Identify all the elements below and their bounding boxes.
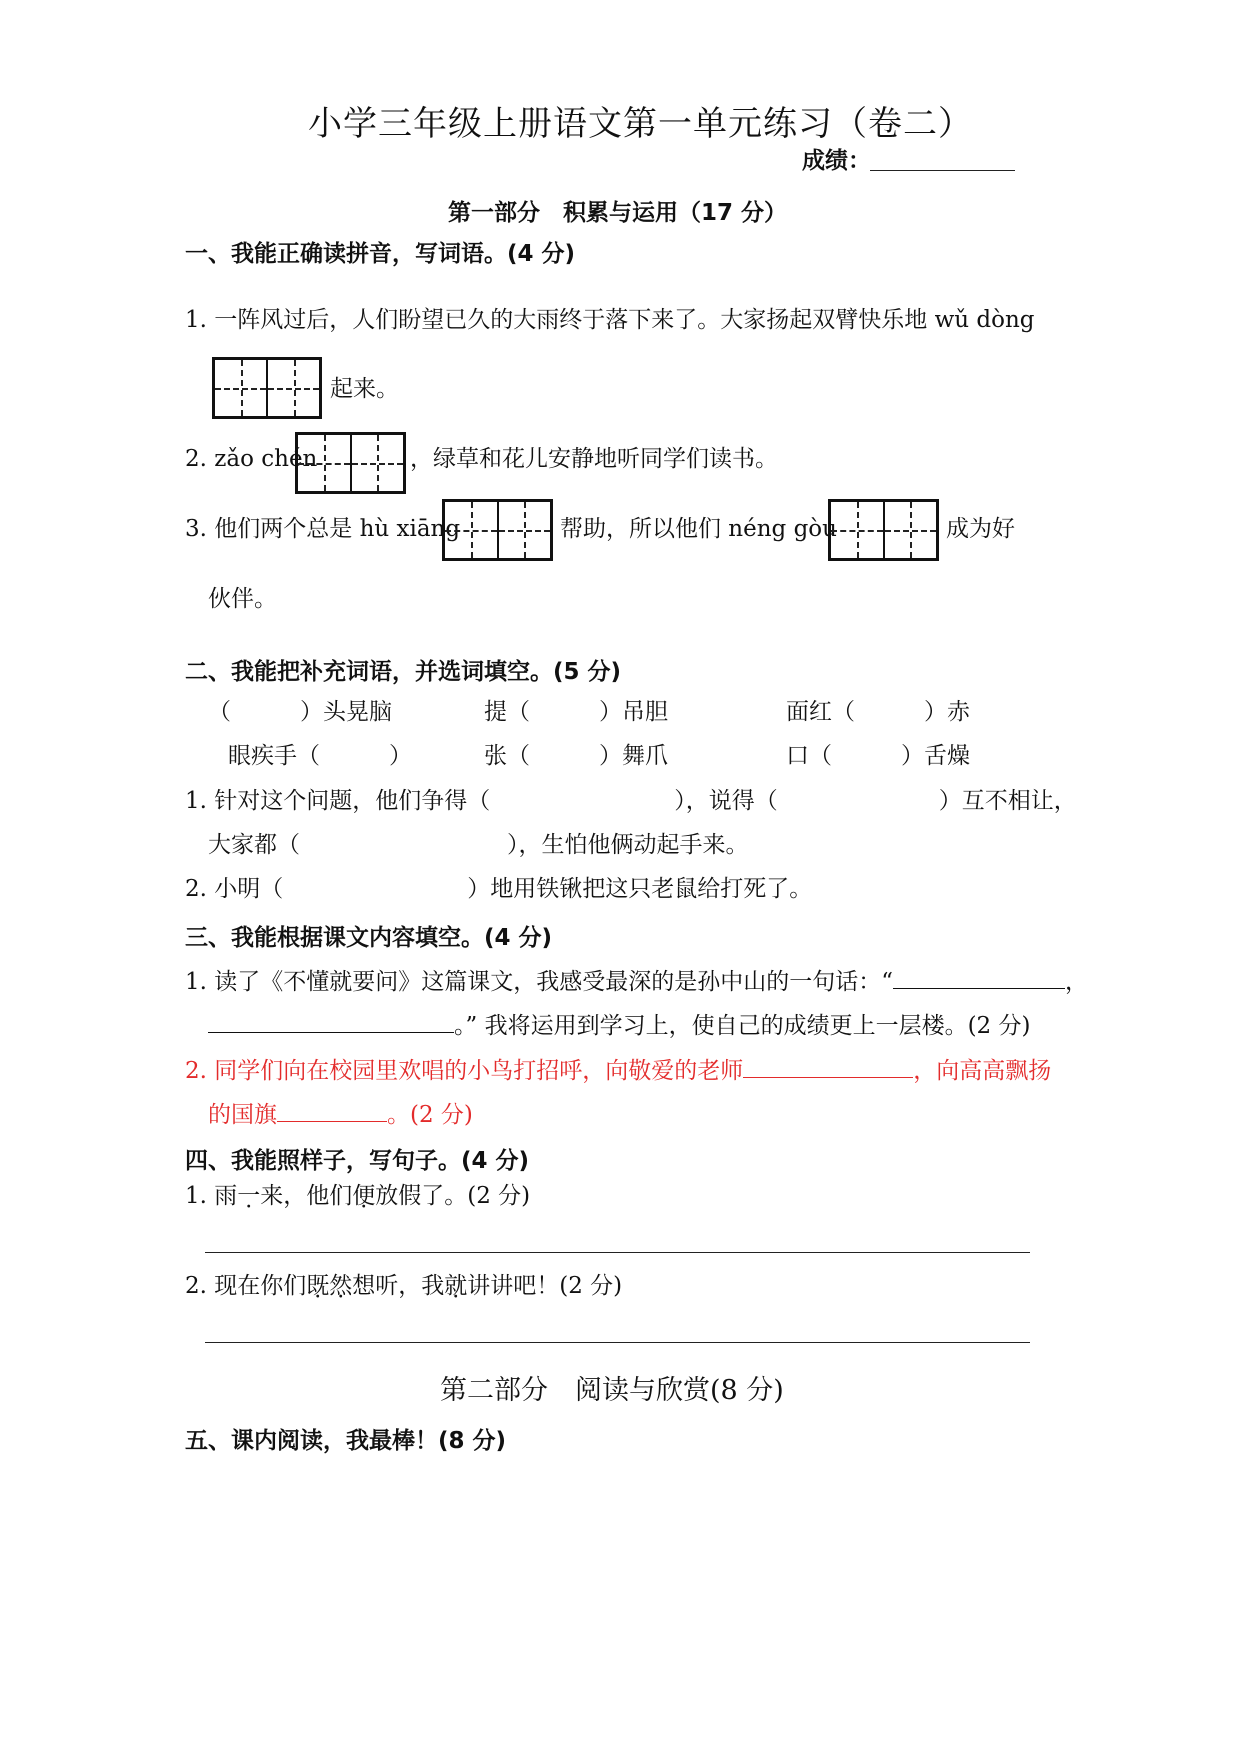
answer-line[interactable] (205, 1252, 1030, 1253)
writing-cell[interactable] (497, 502, 551, 558)
sec4-heading: 四、我能照样子，写句子。(4 分) (185, 1148, 530, 1174)
sec1-heading: 一、我能正确读拼音，写词语。(4 分) (185, 241, 576, 267)
sec3-q1-end: 。” 我将运用到学习上，使自己的成绩更上一层楼。(2 分) (454, 1013, 1031, 1039)
idiom-6: 口（ ）舌燥 (786, 743, 970, 769)
sec1-q3-pre: 3. 他们两个总是 hù xiāng (185, 516, 461, 542)
text-seg: 来，他们 (260, 1183, 353, 1209)
answer-box-nenggou[interactable] (828, 499, 939, 561)
sec3-q2-text: 2. 同学们向在校园里欢唱的小鸟打招呼，向敬爱的老师 (185, 1058, 744, 1084)
emphasis-char: 既 (306, 1273, 330, 1299)
answer-line[interactable] (205, 1342, 1030, 1343)
idiom-2: 提（ ）吊胆 (484, 699, 668, 725)
score-label-text: 成绩： (802, 148, 871, 174)
score-field[interactable] (870, 170, 1015, 171)
idiom-3: 面红（ ）赤 (786, 699, 970, 725)
answer-box-huxiang[interactable] (442, 499, 553, 561)
page-title: 小学三年级上册语文第一单元练习（卷二） (308, 104, 973, 144)
idiom-5: 张（ ）舞爪 (484, 743, 668, 769)
sec2-q2: 2. 小明（ ）地用铁锹把这只老鼠给打死了。 (185, 876, 813, 902)
idiom-1: （ ）头晃脑 (208, 699, 392, 725)
fill-blank[interactable] (893, 964, 1065, 989)
fill-blank[interactable] (208, 1008, 454, 1033)
writing-cell[interactable] (350, 435, 404, 491)
answer-box-wudong[interactable] (212, 357, 322, 419)
sec3-q1-text: 1. 读了《不懂就要问》这篇课文，我感受最深的是孙中山的一句话：“ (185, 969, 894, 995)
writing-cell[interactable] (445, 502, 497, 558)
sec2-heading: 二、我能把补充词语，并选词填空。(5 分) (185, 659, 622, 685)
sec3-heading: 三、我能根据课文内容填空。(4 分) (185, 925, 553, 951)
sec1-q2-pre: 2. zǎo chén (185, 446, 318, 472)
writing-cell[interactable] (883, 502, 937, 558)
sec1-q1: 1. 一阵风过后，人们盼望已久的大雨终于落下来了。大家扬起双臂快乐地 wǔ dòng (185, 307, 1035, 333)
answer-box-zaochen[interactable] (295, 432, 406, 494)
emphasis-char: 就 (444, 1273, 468, 1299)
idiom-4: 眼疾手（ ） (228, 743, 412, 769)
sec3-q1-line1 (185, 964, 1088, 997)
part1-title: 第一部分 积累与运用（17 分） (448, 200, 788, 226)
text-seg: 1. 雨 (185, 1183, 238, 1209)
score-label (802, 146, 871, 176)
fill-blank[interactable] (277, 1097, 387, 1122)
part2-title: 第二部分 阅读与欣赏(8 分) (440, 1375, 784, 1406)
sec1-q2-post: ，绿草和花儿安静地听同学们读书。 (410, 446, 778, 472)
writing-cell[interactable] (831, 502, 883, 558)
sec1-q1-tail: 起来。 (330, 376, 399, 402)
writing-cell[interactable] (266, 360, 319, 416)
sec4-q2 (185, 1271, 622, 1301)
sec3-q2-text2: 的国旗 (208, 1102, 277, 1128)
punct: ， (1065, 969, 1089, 995)
sec2-q1-line2: 大家都（ ），生怕他俩动起手来。 (208, 832, 749, 858)
text-seg: 放假了。(2 分) (375, 1183, 531, 1209)
writing-cell[interactable] (298, 435, 350, 491)
text-seg: 2. 现在你们 (185, 1273, 307, 1299)
fill-blank[interactable] (743, 1053, 913, 1078)
text-seg: 讲讲吧！(2 分) (467, 1273, 623, 1299)
sec1-q3-post: 成为好 (946, 516, 1015, 542)
sec1-q3-tail: 伙伴。 (208, 586, 277, 612)
text-seg: 想听，我 (352, 1273, 445, 1299)
sec3-q2-line2 (208, 1097, 473, 1130)
sec5-heading: 五、课内阅读，我最棒！(8 分) (185, 1428, 507, 1454)
sec3-q2-line1 (185, 1053, 1051, 1086)
sec1-q3-mid: 帮助，所以他们 néng gòu (560, 516, 837, 542)
sec2-q1-line1: 1. 针对这个问题，他们争得（ ），说得（ ）互不相让， (185, 788, 1077, 814)
emphasis-char: 一 (237, 1183, 261, 1209)
sec3-q1-line2 (208, 1008, 1030, 1041)
sec3-q2-text2-end: 。(2 分) (387, 1102, 473, 1128)
writing-cell[interactable] (215, 360, 266, 416)
sec4-q1 (185, 1181, 530, 1211)
emphasis-char: 然 (329, 1273, 353, 1299)
sec3-q2-text-end: ，向高高飘扬 (913, 1058, 1052, 1084)
emphasis-char: 便 (352, 1183, 376, 1209)
